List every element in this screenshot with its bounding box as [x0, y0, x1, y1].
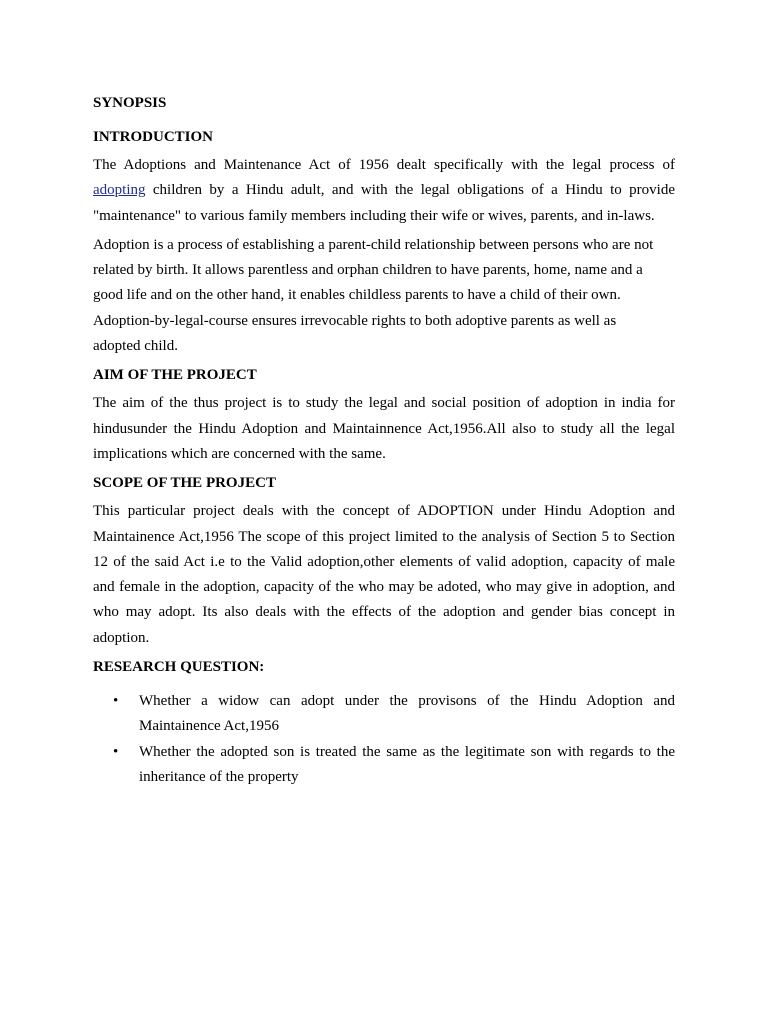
aim-heading: AIM OF THE PROJECT	[93, 367, 257, 384]
research-question-text: Whether the adopted son is treated the same as the legitimate son with regards to the inheritance of the property	[139, 743, 675, 785]
bullet-icon: •	[113, 743, 119, 760]
adopting-link[interactable]: adopting	[93, 182, 146, 199]
introduction-heading: INTRODUCTION	[93, 129, 214, 145]
introduction-paragraph-2-line: good life and on the other hand, it enables childless parents to have a child of their own.	[93, 287, 621, 304]
research-question-list	[93, 689, 675, 790]
scope-paragraph: This particular project deals with the concept of ADOPTION under Hindu Adoption and Maintainence Act,1956 The scope of this project limited to the analysis of Section 5 to Section 12 of the said Act i.e to the Valid adoption,other elements of valid adoption, capacity of male and female in the adoption, capacity of the who may be adoted, who may give in adoption, and who may adopt. Its also deals with the effects of the adoption and gender bias concept in adoption.	[93, 503, 675, 646]
synopsis-heading: SYNOPSIS	[93, 95, 167, 111]
introduction-paragraph-2-line: adopted child.	[93, 338, 178, 355]
introduction-paragraph-2-line: related by birth. It allows parentless and orphan children to have parents, home, name and a	[93, 262, 643, 279]
introduction-paragraph-2-line: Adoption is a process of establishing a parent-child relationship between persons who are not	[93, 236, 654, 253]
bullet-icon: •	[113, 693, 119, 710]
research-question-text: Whether a widow can adopt under the provisons of the Hindu Adoption and Maintainence Act,1956	[139, 693, 675, 735]
introduction-paragraph-2	[93, 233, 675, 359]
scope-heading: SCOPE OF THE PROJECT	[93, 475, 276, 492]
research-question-item	[93, 740, 675, 791]
introduction-paragraph-1	[93, 153, 675, 229]
introduction-paragraph-2-line: Adoption-by-legal-course ensures irrevocable rights to both adoptive parents as well as	[93, 312, 617, 329]
research-question-heading: RESEARCH QUESTION:	[93, 659, 265, 676]
introduction-text-end: children by a Hindu adult, and with the legal obligations of a Hindu to provide "maintenance" to various family members including their wife or wives, parents, and in-laws.	[93, 182, 675, 224]
introduction-text-start: The Adoptions and Maintenance Act of 1956 dealt specifically with the legal process of	[93, 157, 675, 173]
aim-paragraph: The aim of the thus project is to study the legal and social position of adoption in india for hindusunder the Hindu Adoption and Maintainnence Act,1956.All also to study all the legal implications which are concerned with the same.	[93, 395, 675, 462]
document-content	[93, 93, 675, 790]
research-question-item	[93, 689, 675, 740]
